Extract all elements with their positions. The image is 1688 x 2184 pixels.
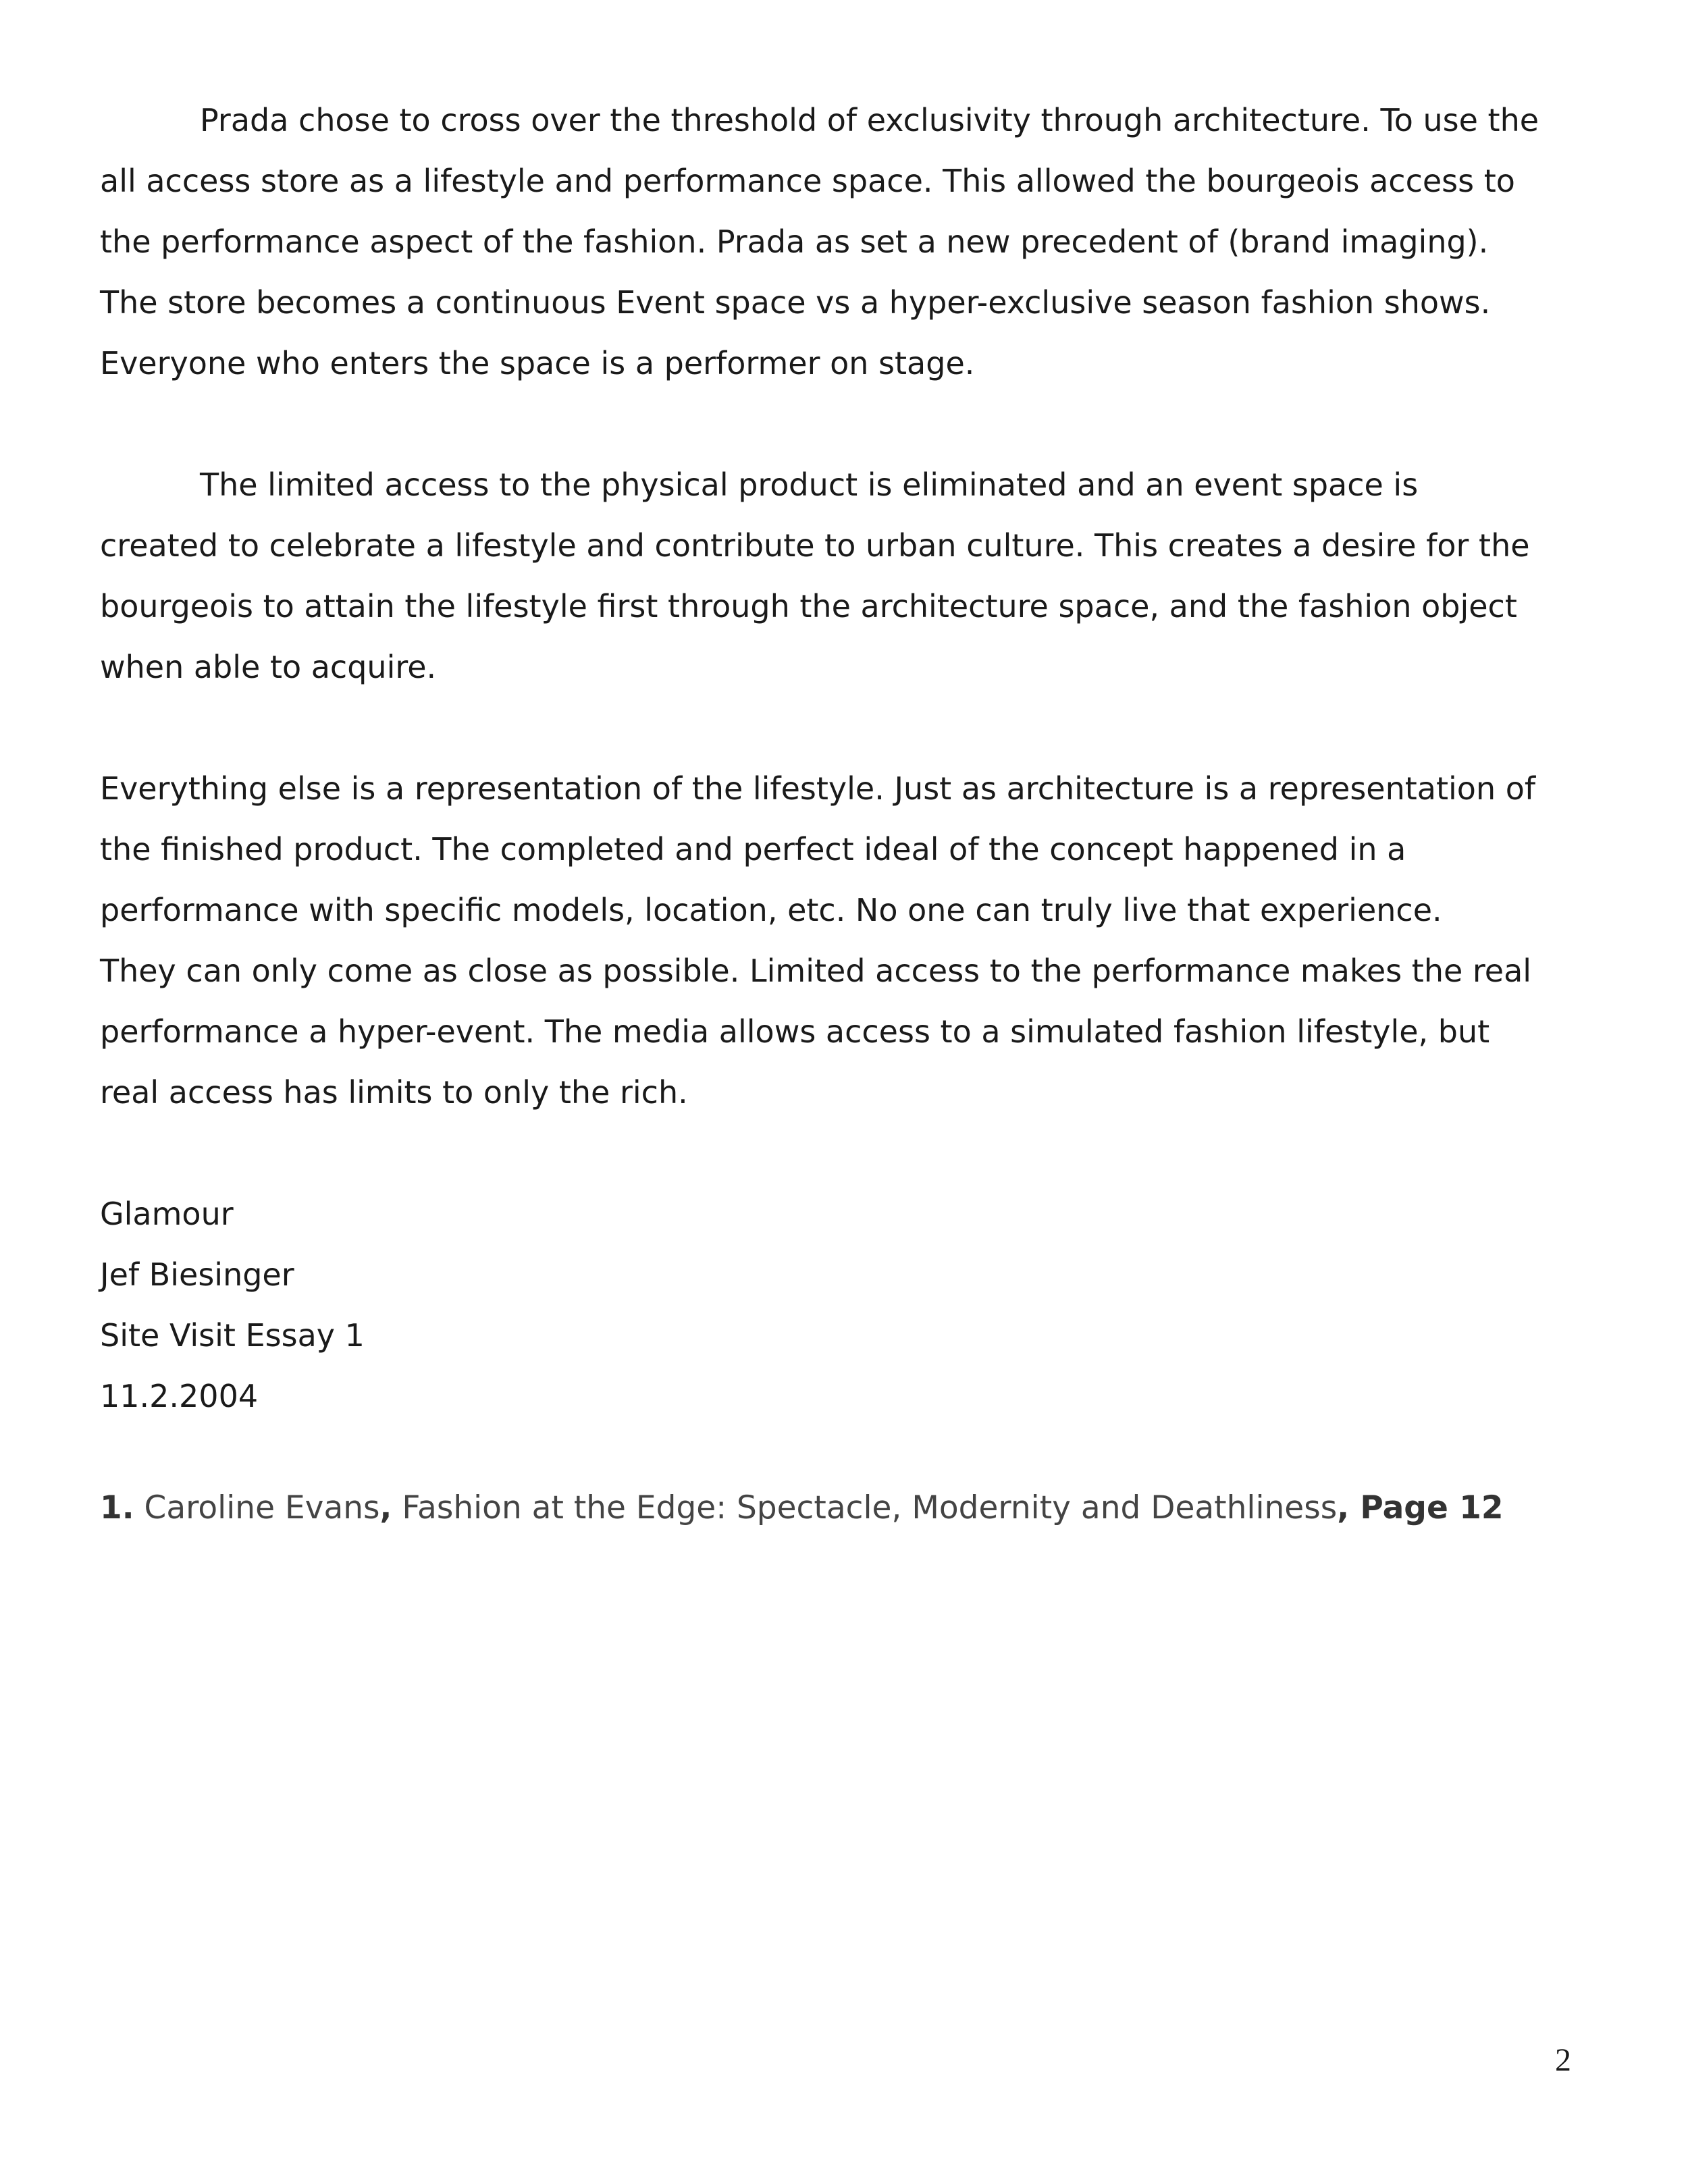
paragraph-3-line-5: performance a hyper-event. The media allows access to a simulated fashion lifestyle, but xyxy=(100,1013,1490,1050)
signature-assignment: Site Visit Essay 1 xyxy=(100,1317,365,1354)
page-number: 2 xyxy=(1555,2042,1571,2078)
footnote-page-reference: Page 12 xyxy=(1349,1489,1504,1526)
paragraph-1-line-4: The store becomes a continuous Event space vs a hyper-exclusive season fashion shows. xyxy=(100,284,1491,321)
paragraph-1-line-2: all access store as a lifestyle and performance space. This allowed the bourgeois access to xyxy=(100,163,1515,199)
footnote-separator-1: , xyxy=(379,1489,392,1526)
paragraph-2-line-3: bourgeois to attain the lifestyle first through the architecture space, and the fashion object xyxy=(100,588,1517,624)
paragraph-3-line-4: They can only come as close as possible. Limited access to the performance makes the real xyxy=(100,953,1532,989)
signature-author: Jef Biesinger xyxy=(100,1256,294,1293)
paragraph-1-line-3: the performance aspect of the fashion. Prada as set a new precedent of (brand imaging). xyxy=(100,223,1489,260)
paragraph-2-line-4: when able to acquire. xyxy=(100,649,437,685)
paragraph-2-line-2: created to celebrate a lifestyle and contribute to urban culture. This creates a desire for the xyxy=(100,527,1530,564)
paragraph-3-line-3: performance with specific models, location, etc. No one can truly live that experience. xyxy=(100,892,1442,928)
signature-course: Glamour xyxy=(100,1196,234,1232)
paragraph-3-line-2: the finished product. The completed and perfect ideal of the concept happened in a xyxy=(100,831,1406,868)
signature-date: 11.2.2004 xyxy=(100,1378,259,1414)
footnote-title: Fashion at the Edge: Spectacle, Modernity and Deathliness xyxy=(392,1489,1338,1526)
footnote-separator-2: , xyxy=(1337,1489,1350,1526)
paragraph-3-line-6: real access has limits to only the rich. xyxy=(100,1074,688,1111)
footnote-number: 1. xyxy=(100,1489,134,1526)
paragraph-3-line-1: Everything else is a representation of the lifestyle. Just as architecture is a representation of xyxy=(100,770,1536,807)
paragraph-1-line-5: Everyone who enters the space is a performer on stage. xyxy=(100,345,975,381)
paragraph-2-line-1: The limited access to the physical product is eliminated and an event space is xyxy=(200,467,1419,503)
paragraph-1-line-1: Prada chose to cross over the threshold of exclusivity through architecture. To use the xyxy=(200,102,1539,138)
footnote-author: Caroline Evans xyxy=(144,1489,380,1526)
footnote xyxy=(100,1489,1504,1526)
